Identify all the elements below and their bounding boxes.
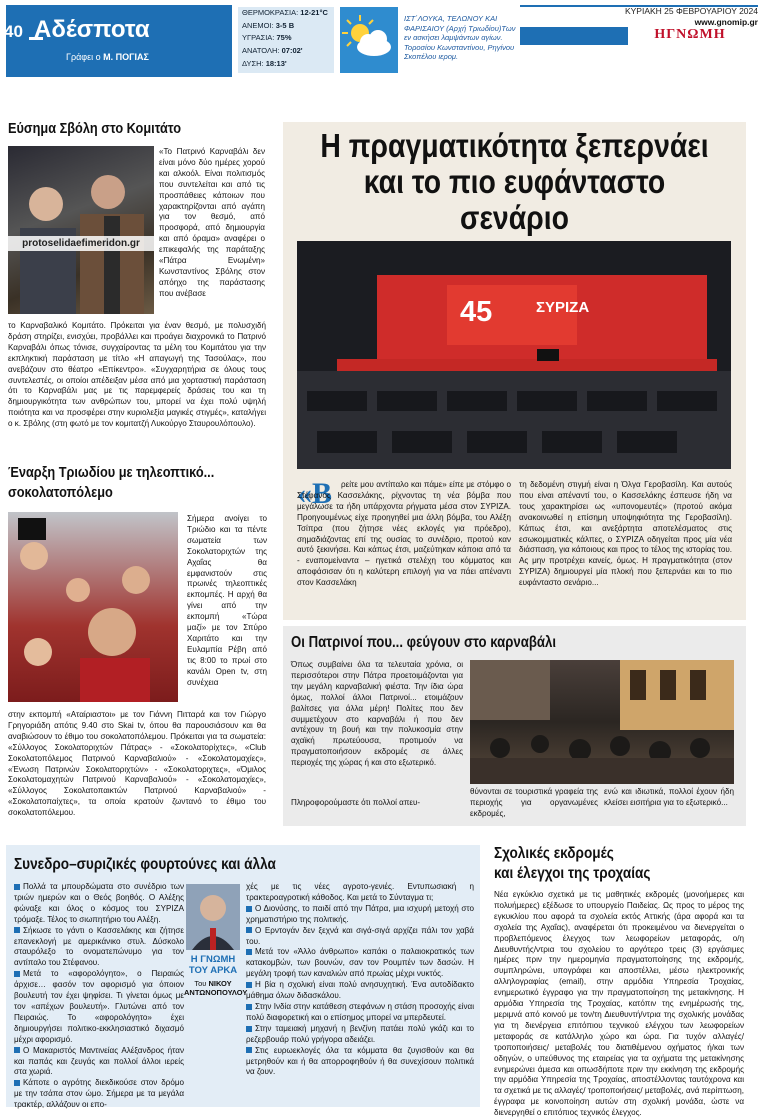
triodio-title-line1: Έναρξη Τριωδίου με τηλεοπτικό...: [8, 464, 215, 481]
weather-row: ΔΥΣΗ: 18:13': [242, 58, 287, 68]
sbolis-photo: [8, 146, 154, 314]
column-right-list: [246, 882, 474, 1078]
column-item: Η βία η σχολική είναι πολύ ανησυχητική. Ένα αυτοδίδακτο μάθημα όλων διδασκάλου.: [246, 980, 474, 1001]
watermark: protoselidaefimeridon.gr: [8, 236, 154, 251]
lead-dropcap: «Β: [297, 477, 333, 510]
sun-cloud-icon: [340, 7, 398, 73]
site-url[interactable]: www.gnomip.gr: [694, 17, 758, 27]
school-title-line2: και έλεγχοι της τροχαίας: [494, 865, 651, 882]
author-photo: [186, 884, 240, 950]
column-item: Στην Ινδία στην κατάθεση στεφάνων η στάση προσοχής είναι πολύ διαφορετική και ο επίσημος μπορεί να μπερδευτεί.: [246, 1001, 474, 1022]
sbolis-text-2: το Καρναβαλικό Κομιτάτο. Πρόκειται για έναν θεσμό, με πολυσχιδή δράση στηρίζει, ενισχύει, προβάλλει και προάγει διαχρονικά το Πατρινό Καρναβάλι όπως τόνισε, συγχαίροντας τα μέλη του Κομιτάτου για την εκπληκτική παράσταση με τίτλο «Η απαγωγή της Τασούλας», που ανεβάζουν στο θέατρο «Επίκεντρο». «Συγχαρητήρια σε όλους τους συντελεστές, οι οποίοι απέδειξαν μέσα από μια χορταστική παράσταση ότι το Καρναβάλι μας με τις παρεμφερείς δράσεις του και τη δημιουργικότητα των ανθρώπων του, μπορεί να έχει πολύ υψηλή ποιότητα και να προσφέρει στην κυριολεξία μαγικές στιγμές», καταλήγει ο κ. Σβόλης (στη φωτό με τον κομιτατζή Λυκούργο Σταυρουλόπουλο).: [8, 321, 266, 429]
column-item: χές με τις νέες αγροτο-γενιές. Εντυπωσιακή η τρακτεροαγροτική κάθοδος. Και μετά το Σύνταγμα τι;: [246, 882, 474, 902]
column-left-list: [14, 882, 184, 1111]
lead-headline: Η πραγματικότητα ξεπερνάει και το πιο ευφάνταστο σενάριο: [320, 127, 709, 236]
weather-row: ΥΓΡΑΣΙΑ: 75%: [242, 33, 292, 43]
column-item: Στην ταμειακή μηχανή η βενζίνη πατάει πολύ γκάζι και το ρεζερβουάρ πολύ γρήγορα αδειάζει.: [246, 1023, 474, 1044]
triodio-title-line2: σοκολατοπόλεμο: [8, 484, 113, 501]
triodio-text-1: Σήμερα ανοίγει το Τριώδιο και τα πέντε σωματεία των Σοκολατοριχτών της Αχαΐας θα εμφανιστούν στις πρωινές τηλεοπτικές εκπομπές. Η αρχή θα γίνει από την εκπομπή «Τώρα μαζί» με τον Σπύρο Χαριτάτο και την Ευλαμπία Ρέβη από τις 8:00 το πρωί στο κανάλι Open tv, στη συνέχεια: [187, 514, 267, 687]
column-item: Ο Μακαριστός Μαντινείας Αλέξανδρος ήταν και παπάς και ζευγάς και πολλοί άλλοι ιερείς στα χωριά.: [14, 1045, 184, 1077]
weather-row: ΑΝΑΤΟΛΗ: 07:02': [242, 46, 303, 56]
triodio-photo: [8, 512, 178, 702]
school-text: Νέα εγκύκλιο σχετικά με τις μαθητικές εκδρομές (μονοήμερες και πολυήμερες) εξέδωσε το υπουργείο Παιδείας. Ως προς το μέρος της εγκυκλίου που αφορά τα σχολεία εκτός Αττικής (άρα αφορά και τα σχολεία της Αχαΐας), αναφέρεται ότι προκειμένου να διενεργείται ο προβλεπόμενος έλεγχος των λεωφορείων μεταφοράς, ο/η Διευθυντής/ντρια του σχολείου το αργότερο τρεις (3) εργάσιμες ημέρες πριν την ημερομηνία πραγματοποίησης της εκδρομής, συμπληρώνει, υπογράφει και αποστέλλει, μέσω ηλεκτρονικής αλληλογραφίας (email), στην αρμόδια Υπηρεσία Τροχαίας, ενημερωτικό έγγραφο για την πραγματοποίηση της μετακίνησης. Η αρμόδια Υπηρεσία της Τροχαίας, κατόπιν της ενημέρωσής της, μεριμνά από κοινού με τον/τη Διευθυντή/ντρια της σχολικής μονάδας για τη διενέργεια επιτόπιου τεχνικού ελέγχου των λεωφορείων μεταφοράς σε κατάλληλο χώρο και ώρα. Για τυχόν αλλαγές/ τροποποιήσεις/ μεταβολές του διατιθέμενου οχήματος ή/και των οδηγών, ο υπεύθυνος της εταιρείας για τα οχήματα της μετακίνησης ενημερώνει άμεσα και οπωσδήποτε πριν την εκκίνηση της εκδρομής την αρμόδια Υπηρεσία της Τροχαίας, αποστέλλοντας ταυτόχρονα και τα σχετικά με τις αλλαγές/ τροποποιήσεις/ μεταβολές, ανά περίπτωση, έγγραφα με κοινοποίηση αυτών στη σχολική μονάδα, ώστε να διενεργηθεί ο επιτόπιος τεχνικός έλεγχος.: [494, 890, 744, 1118]
column-item: Μετά το «αφορολόγητο», ο Πειραιώς άρχισε… φασόν τον αφορισμό για όποιον βουλευτή τον έχει ψηφίσει. Τι γίνεται όμως με τον «απέχων βουλευτή». Γλυτώνει από τον Πειραιώς. Το «αφορολόγητο» έχει δημιουργήσει πολιτικο-εκκλησιαστικό διχασμό μέχρι αφορισμό.: [14, 969, 184, 1044]
lead-text-col1: ρείτε μου αντίπαλο και πάμε» είπε με στόμφο ο Στέφανος Κασσελάκης, ρίχνοντας τη νέα βόμβα που μεγάλωσε τα ήδη υπάρχοντα ρήγματα μέσα στον ΣΥΡΙΖΑ. Προηγουμένως είχε προηγηθεί μια άλλη βόμβα, του Αλέξη Τσίπρα (που ζήτησε νέες εκλογές για πρόεδρο), σημαδιάζοντας επί της ουσίας το συνέδριο, προτού καν αυτό ξεκινήσει. Και κάπως έτσι, μαζεύτηκαν κάποια από τα - εναπομείναντα – ηγετικά στελέχη του κόμματος και αποφάσισαν ότι η καλύτερη επιλογή για να πάει απέναντι στον Κασσελάκη: [297, 480, 511, 588]
sbolis-text-1: «Το Πατρινό Καρναβάλι δεν είναι μόνο δύο ημέρες χορού και αλκοόλ. Είναι πολιτισμός που συντελείται και από τις προσπάθειες κάποιων που χαρακτηρίζονται από αγάπη για τον θεσμό, από προσφορά, από δημιουργία και από όραμα» αναφέρει ο επικεφαλής της παράταξης «Πάτρα Ενωμένη» Κωνσταντίνος Σβόλης στον απόηχο της παράστασης που ανέβασε: [159, 147, 265, 298]
saints-of-day: ΙΣΤ΄ΛΟΥΚΑ, ΤΕΛΩΝΟΥ ΚΑΙ ΦΑΡΙΣΑΙΟΥ (Αρχή Τριωδίου)Των εν ασκήσει λαμψάντων αγίων. Τοροσίου Κωνσταντίνου, Ρηγίνου Σκοπέλου ιερομ.: [404, 14, 516, 61]
lead-photo-congress: [297, 241, 731, 469]
carnival-photo-street: [470, 660, 734, 784]
column-item: Ο Ερντογάν δεν ξεχνά και σιγά-σιγά αρχίζει πάλι τον χαβά του.: [246, 925, 474, 946]
weather-panel: [238, 7, 334, 73]
school-title-line1: Σχολικές εκδρομές: [494, 845, 614, 862]
carnival-caption-1: θύνονται σε τουριστικά γραφεία της περιοχής για οργανωμένες εκδρομές,: [470, 787, 598, 818]
sbolis-title: Εύσημα Σβόλη στο Κομιτάτο: [8, 120, 182, 137]
byline: Γράφει ο Μ. ΠΟΓΙΑΣ: [66, 52, 149, 62]
page-number: 40: [4, 22, 23, 41]
screen-number: 45: [460, 296, 493, 328]
newspaper-logo: ΗΓΝΩΜΗ: [632, 27, 748, 45]
carnival-text-1: Όπως συμβαίνει όλα τα τελευταία χρόνια, οι περισσότεροι στην Πάτρα προετοιμάζονται για την μεγάλη καρναβαλική φιέστα. Την ίδια ώρα όμως, πολλοί άλλοι Πατρινοί... ετοιμάζουν βαλίτσες για άλλα μέρη! Πολίτες που δεν συμμετέχουν στο καρναβάλι ή που δεν αντέχουν τη βουή και την πολυκοσμία στην αχαϊκή πρωτεύουσα, προτιμούν να πραγματοποιήσουν εκδρομές σε άλλες περιοχές της χώρας ή και στο εξωτερικό.: [291, 660, 463, 768]
column-item: Μετά τον «Άλλο άνθρωπο» καπάκι ο παλαιοκρατικός των κατακομβών, των βουνών, σαν τον Ρουμπέν των δασών. Η μεγάλη τροφή των καναλιών από πρωίας μέχρι νυκτός.: [246, 947, 474, 979]
section-title: Αδέσποτα: [34, 16, 150, 43]
screen-party-logo: ΣΥΡΙΖΑ: [536, 299, 590, 316]
lead-text-col2: τη δεδομένη στιγμή είναι η Όλγα Γεροβασίλη. Και αυτούς που είναι απέναντί του, ο Κασσελάκης έσπευσε ήδη να τους χαρακτηρίσει ως «υπονομευτές» (προτού ακόμα ανακοινωθεί η επίσημη υποψηφιότητα της Γεροβασίλη). Κάπως έτσι, και ανεξάρτητα αποτελέσματος στις εσωκομματικές κάλπες, ο ΣΥΡΙΖΑ οδηγείται προς μία νέα διάσπαση, για κάποιους και προς το τέλος της ιστορίας του. Ας μην προτρέχει κανείς, όμως. Η πραγματικότητα (στον ΣΥΡΙΖΑ) δημιουργεί μία πλοκή που ξεπερνάει και το πιο ευφάνταστο σενάριο...: [519, 480, 732, 588]
carnival-text-2: Πληροφορούμαστε ότι πολλοί απευ-: [291, 798, 421, 807]
column-item: Στις ευρωεκλογές όλα τα κόμματα θα ζυγισθούν και θα μετρηθούν και ή θα απορροφηθούν ή θα συνεχίσουν πολιτικά να ζουν.: [246, 1045, 474, 1077]
column-title: Συνεδρο–συριζικές φουρτούνες και άλλα: [14, 856, 276, 873]
column-item: Σήκωσε το γάντι ο Κασσελάκης και ζήτησε επανεκλογή με αμερικάνικο στυλ. Δύσκολο σταυρόλεξο το ονοματεπώνυμο για τον αντίπαλο του Στέφανου.: [14, 925, 184, 968]
header-blue-strip: [520, 27, 628, 45]
column-author: Του ΝΙΚΟΥ ΑΝΤΩΝΟΠΟΥΛΟΥ: [184, 979, 248, 997]
issue-date: ΚΥΡΙΑΚΗ 25 ΦΕΒΡΟΥΑΡΙΟΥ 2024: [624, 6, 758, 16]
weather-row: ΘΕΡΜΟΚΡΑΣΙΑ: 12-21°C: [242, 8, 328, 17]
column-item: Κάποτε ο αγρότης διεκδικούσε στον δρόμο με την τσάπα στον ώμο. Σήμερα με τα μεγάλα τρακτέρ, αλλάζουν οι επο-: [14, 1078, 184, 1110]
column-name: Η ΓΝΩΜΗ ΤΟΥ ΑΡΚΑ: [188, 954, 238, 976]
carnival-caption-2: ενώ και ιδιωτικά, πολλοί έχουν ήδη κλείσει εισιτήρια για το εξωτερικό...: [604, 787, 734, 807]
column-item: Ο Διονύσης, το παιδί από την Πάτρα, μια ισχυρή μετοχή στο χρηματιστήριο της πολιτικής.: [246, 903, 474, 924]
carnival-title: Οι Πατρινοί που... φεύγουν στο καρναβάλι: [291, 634, 556, 651]
column-item: Πολλά τα μπουρδώματα στο συνέδριο των τριών ημερών και ο Θεός βοηθός. Ο Αλέξης φώναξε και όλος ο κόσμος του ΣΥΡΙΖΑ τρόμαξε. Τέλος το σιωπητήριο του Αλέξη.: [14, 882, 184, 924]
triodio-text-2: στην εκπομπή «Αταίριαστοι» με τον Γιάννη Πιτταρά και τον Γιώργο Γρηγοριάδη απότις 9.40 στο Skai tv, όπου θα παρουσιάσουν και θα αναβιώσουν το έθιμο του σοκολατοπόλεμου. Πρόκειται για τα σωματεία: «Σύλλογος Σοκολατοριχτών Πάτρας» - «Σοκολατορίχτες», «Club Σοκολατοπόλεμος Πατρινού Καρναβαλιού» - «Σοκολατομαχίες», «Ένωση Πατρινών Σοκολατοριχτών» - «Σοκολατοριχτες», «Όμιλος Σοκολατομαχητών Πατρινού Καρναβαλιού» - «Σοκολατομαχίες», «Σύλλογος Σοκολατοπαικτών Πατρινού Καρναβαλιού» - «Σοκολατοπαίχτες», τα οποία κρατούν ζωντανό το έθιμο του σοκολατοπόλεμου.: [8, 710, 266, 818]
weather-row: ΑΝΕΜΟΙ: 3-5 Β: [242, 20, 295, 30]
